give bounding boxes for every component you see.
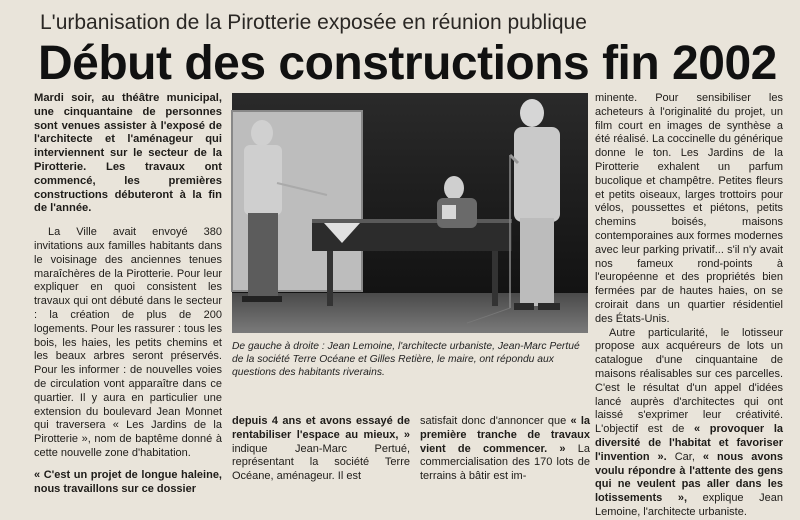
article-column-1 [34, 92, 222, 495]
article-text: indique Jean-Marc Pertué, représentant la société Terre Océane, aménageur. Il est [232, 442, 410, 483]
article-quote-bold: « la première tranche de travaux vient de commencer. » [420, 415, 590, 455]
article-paragraph [595, 327, 783, 520]
article-column-2 [232, 415, 410, 483]
article-text: Car, [666, 450, 703, 463]
article-headline: Début des constructions fin 2002 [38, 37, 777, 90]
article-quote-bold: depuis 4 ans et avons essayé de rentabiliser l'espace au mieux, » [232, 415, 410, 441]
article-paragraph [232, 415, 410, 484]
article-quote-bold: « provoquer la diversité de l'habitat et favoriser l'invention ». [595, 423, 783, 463]
article-kicker: L'urbanisation de la Pirotterie exposée en réunion publique [40, 11, 587, 34]
article-text: La commercialisation des 170 lots de terrains à bâtir est im- [420, 442, 590, 483]
article-paragraph: La Ville avait envoyé 380 invitations aux familles habitants dans le voisinage des anciennes tenues maraîchères de la Pirotterie. Pour leur expliquer en quoi consistent les travaux qui ont débuté dans le secteur : la création de plus de 200 logements. Pour les rassurer : tous les bois, les haies, les petits chemins et les beaux arbres seront préservés. Pour les informer : de nouvelles voies de circulation vont apparaître dans ce quartier. Il y aura en particulier une extension du boulevard Jean Monnet qui traversera « Les Jardins de la Pirotterie », nom de baptême donné à cette nouvelle zone d'habitation. [34, 226, 222, 459]
article-text: Autre particularité, le lotisseur propose aux acquéreurs de lots un catalogue d'une cinquantaine de maisons réalisables sur ces parcelles. C'est le résultat d'un appel d'idées lancé auprès d'architectes qui ont laissé s'exprimer leur créativité. L'objectif est de [595, 326, 783, 436]
article-quote: « C'est un projet de longue haleine, nous travaillons sur ce dossier [34, 468, 222, 495]
article-paragraph: minente. Pour sensibiliser les acheteurs à l'originalité du projet, un film court en images de synthèse a été réalisé. La coccinelle du générique donne le ton. Les Jardins de la Pirotterie exhalent un parfum bucolique et champêtre. Petites fleurs et petits oiseaux, larges trottoirs pour vélos, poussettes et piétons, petits chemins boisés, maisons contemporaines aux formes modernes avec leur parking privatif... s'il n'y avait nos fameux rond-points à l'européenne et des propriétés bien fermées par de hautes haies, on se croirait dans un quartier résidentiel des États-Unis. [595, 92, 783, 325]
article-paragraph [420, 415, 590, 484]
article-column-4 [595, 92, 783, 518]
article-column-3 [420, 415, 590, 483]
stage-photo-image [232, 93, 588, 333]
article-quote-bold: « nous avons voulu répondre à l'attente des gens qui ne veulent pas aller dans les lotissements », [595, 450, 783, 505]
photo-caption: De gauche à droite : Jean Lemoine, l'architecte urbaniste, Jean-Marc Pertué de la société Terre Océane et Gilles Retière, le maire, ont répondu aux questions des habitants riverains. [232, 341, 580, 378]
article-text: explique Jean Lemoine, l'architecte urbaniste. [595, 492, 783, 518]
article-text: satisfait donc d'annoncer que [420, 415, 571, 427]
article-lead: Mardi soir, au théâtre municipal, une cinquantaine de personnes sont venues assister à l'exposé de l'architecte et l'aménageur qui interviennent sur le secteur de la Pirotterie. Les travaux ont commencé, les premières constructions débuteront à la fin de l'année. [34, 92, 222, 215]
stage-photo [232, 93, 588, 333]
